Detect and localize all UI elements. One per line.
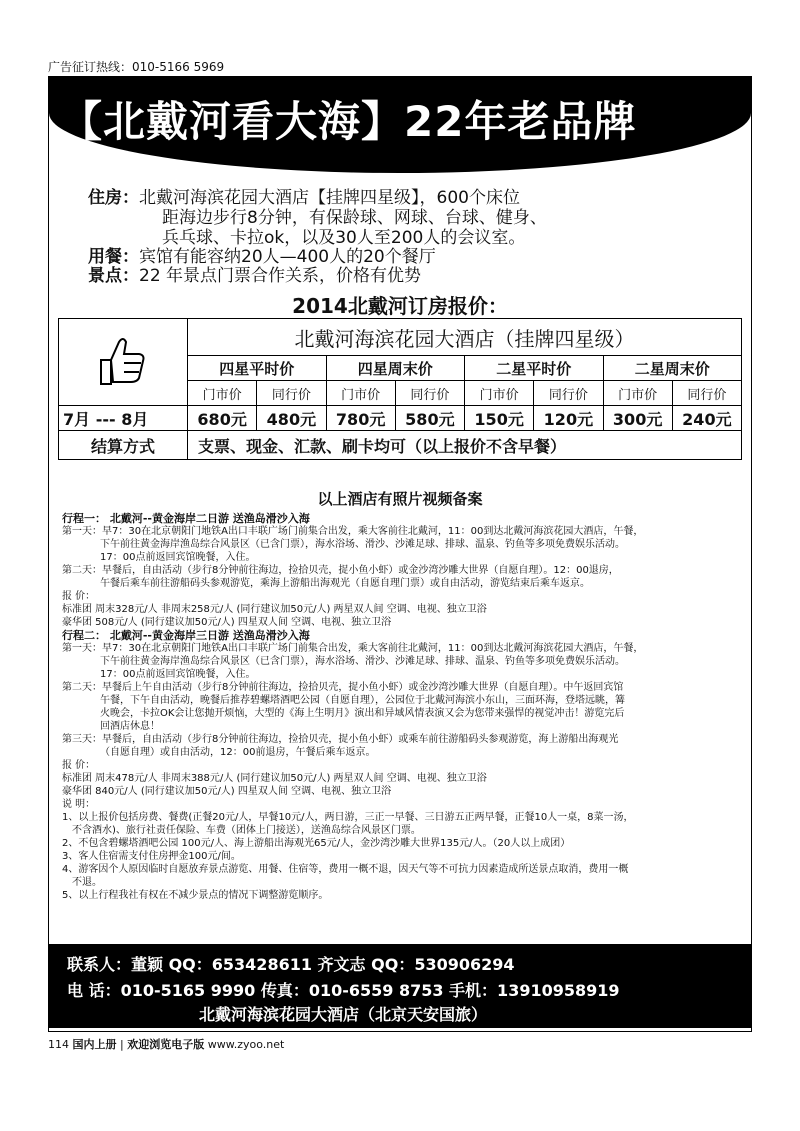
settle-label: 结算方式 <box>59 431 188 460</box>
sub-header: 门市价 <box>603 381 672 406</box>
price-line: 标准团 周末328元/人 非周末258元/人 (同行建议加50元/人) 两星双人间 空调、电视、独立卫浴 <box>62 604 487 615</box>
itinerary <box>62 512 742 902</box>
price-line: 标准团 周末478元/人 非周末388元/人 (同行建议加50元/人) 两星双人间 空调、电视、独立卫浴 <box>62 773 487 784</box>
group-header: 四星周末价 <box>326 356 465 381</box>
price-cell: 780元 <box>326 406 395 431</box>
itinerary-line: （自愿自理）或自由活动，12：00前退房，午餐后乘车返京。 <box>100 747 376 758</box>
sub-header: 同行价 <box>395 381 464 406</box>
photo-note: 以上酒店有照片视频备案 <box>317 490 483 508</box>
itinerary-title: 行程二： 北戴河--黄金海岸三日游 送渔岛滑沙入海 <box>62 629 310 642</box>
itinerary-line: 火晚会，卡拉OK会让您抛开烦恼，大型的《海上生明月》演出和异域风情表演又会为您带来强悍的视觉冲击！游览完后 <box>100 708 625 719</box>
price-line: 豪华团 508元/人 (同行建议加50元/人) 四星双人间 空调、电视、独立卫浴 <box>62 617 392 628</box>
itinerary-line: 第三天：早餐后，自由活动（步行8分钟前往海边，捡拾贝壳，捉小鱼小虾）或乘车前往游船码头参观游览，海上游船出海观光 <box>62 734 619 745</box>
price-cell: 240元 <box>672 406 741 431</box>
ad-hotline: 广告征订热线：010-5166 5969 <box>48 60 225 74</box>
price-label: 报 价： <box>62 760 96 771</box>
contact-phones: 电 话：010-5165 9990 传真：010-6559 8753 手机：13910958919 <box>67 981 620 1000</box>
note-line: 4、游客因个人原因临时自愿放弃景点游览、用餐、住宿等，费用一概不退，因天气等不可抗力因素造成所送景点取消，费用一概 <box>62 864 629 875</box>
price-cell: 300元 <box>603 406 672 431</box>
section-name: 国内上册 <box>72 1038 117 1051</box>
sub-header: 门市价 <box>465 381 534 406</box>
itinerary-line: 第二天：早餐后上午自由活动（步行8分钟前往海边，捡拾贝壳，捉小鱼小虾）或金沙湾沙雕大世界（自愿自理）。中午返回宾馆 <box>62 682 624 693</box>
note-line: 1、以上报价包括房费、餐费(正餐20元/人，早餐10元/人，两日游，三正一早餐、三日游五正两早餐，正餐10人一桌，8菜一汤， <box>62 812 634 823</box>
price-heading: 2014北戴河订房报价： <box>292 294 508 318</box>
footer-url[interactable]: www.zyoo.net <box>207 1038 285 1051</box>
price-cell: 580元 <box>395 406 464 431</box>
thumbs-up-icon <box>59 319 188 406</box>
lodging-line-1: 住房：北戴河海滨花园大酒店【挂牌四星级】，600个床位 <box>88 188 520 208</box>
itinerary-line: 17：00点前返回宾馆晚餐，入住。 <box>100 669 256 680</box>
itinerary-line: 17：00点前返回宾馆晚餐，入住。 <box>100 552 256 563</box>
page-number: 114 <box>48 1038 69 1051</box>
price-table <box>58 318 742 460</box>
itinerary-line: 午餐，下午自由活动，晚餐后推荐碧螺塔酒吧公园（自愿自理），公园位于北戴河海滨小东山，三面环海，登塔远眺，篝 <box>100 695 625 706</box>
lodging-line-3: 兵乓球、卡拉ok，以及30人至200人的会议室。 <box>162 228 526 248</box>
note-line: 3、客人住宿需支付住房押金100元/间。 <box>62 851 241 862</box>
note-line: 不含酒水)、旅行社责任保险、车费（团体上门接送），送渔岛综合风景区门票。 <box>72 825 421 836</box>
sub-header: 门市价 <box>188 381 257 406</box>
scenic-line: 景点：22 年景点门票合作关系，价格有优势 <box>88 266 422 286</box>
sub-header: 同行价 <box>672 381 741 406</box>
dining-line: 用餐：宾馆有能容纳20人—400人的20个餐厅 <box>88 247 436 267</box>
lodging-line-2: 距海边步行8分钟，有保龄球、网球、台球、健身、 <box>162 208 547 228</box>
itinerary-line: 午餐后乘车前往游船码头参观游览，乘海上游船出海观光（自愿自理门票）或自由活动，游览结束后乘车返京。 <box>100 578 590 589</box>
price-cell: 120元 <box>534 406 603 431</box>
note-line: 5、以上行程我社有权在不减少景点的情况下调整游览顺序。 <box>62 890 329 901</box>
period-cell: 7月 --- 8月 <box>59 406 188 431</box>
dining-label: 用餐： <box>88 247 139 267</box>
itinerary-line: 第一天：早7：30在北京朝阳门地铁A出口丰联广场门前集合出发，乘大客前往北戴河，11：00到达北戴河海滨花园大酒店，午餐， <box>62 526 644 537</box>
sub-header: 同行价 <box>257 381 326 406</box>
footer-tagline: 欢迎浏览电子版 <box>127 1038 205 1051</box>
banner-title: 【北戴河看大海】22年老品牌 <box>60 97 637 146</box>
sub-header: 门市价 <box>326 381 395 406</box>
sub-header: 同行价 <box>534 381 603 406</box>
page-footer: 114 国内上册 | 欢迎浏览电子版 www.zyoo.net <box>48 1038 285 1051</box>
lodging-label: 住房： <box>88 188 139 208</box>
itinerary-title: 行程一： 北戴河--黄金海岸二日游 送渔岛滑沙入海 <box>62 512 310 525</box>
note-line: 2、不包含碧螺塔酒吧公园 100元/人、海上游船出海观光65元/人，金沙湾沙雕大世界135元/人。（20人以上成团） <box>62 838 571 849</box>
price-line: 豪华团 840元/人 (同行建议加50元/人) 四星双人间 空调、电视、独立卫浴 <box>62 786 392 797</box>
price-cell: 680元 <box>188 406 257 431</box>
contact-org: 北戴河海滨花园大酒店（北京天安国旅） <box>199 1005 488 1024</box>
price-cell: 480元 <box>257 406 326 431</box>
group-header: 四星平时价 <box>188 356 327 381</box>
price-cell: 150元 <box>465 406 534 431</box>
itinerary-line: 第二天：早餐后，自由活动（步行8分钟前往海边，捡拾贝壳，捉小鱼小虾）或金沙湾沙雕大世界（自愿自理）。12：00退房， <box>62 565 619 576</box>
itinerary-line: 第一天：早7：30在北京朝阳门地铁A出口丰联广场门前集合出发，乘大客前往北戴河，11：00到达北戴河海滨花园大酒店，午餐， <box>62 643 644 654</box>
contact-people: 联系人：董颖 QQ：653428611 齐文志 QQ：530906294 <box>67 955 515 974</box>
note-line: 不退。 <box>72 877 102 888</box>
price-label: 报 价： <box>62 591 96 602</box>
scenic-label: 景点： <box>88 266 139 286</box>
notes-label: 说 明： <box>62 799 96 810</box>
contact-panel <box>49 944 751 1028</box>
itinerary-line: 下午前往黄金海岸渔岛综合风景区（已含门票），海水浴场、滑沙、沙滩足球、排球、温泉、钓鱼等多项免费娱乐活动。 <box>100 656 625 667</box>
itinerary-line: 回酒店休息！ <box>100 721 160 732</box>
group-header: 二星周末价 <box>603 356 742 381</box>
settle-value: 支票、现金、汇款、刷卡均可（以上报价不含早餐） <box>188 431 742 460</box>
hotel-name: 北戴河海滨花园大酒店（挂牌四星级） <box>188 319 742 356</box>
itinerary-line: 下午前往黄金海岸渔岛综合风景区（已含门票），海水浴场、滑沙、沙滩足球、排球、温泉、钓鱼等多项免费娱乐活动。 <box>100 539 625 550</box>
group-header: 二星平时价 <box>465 356 604 381</box>
